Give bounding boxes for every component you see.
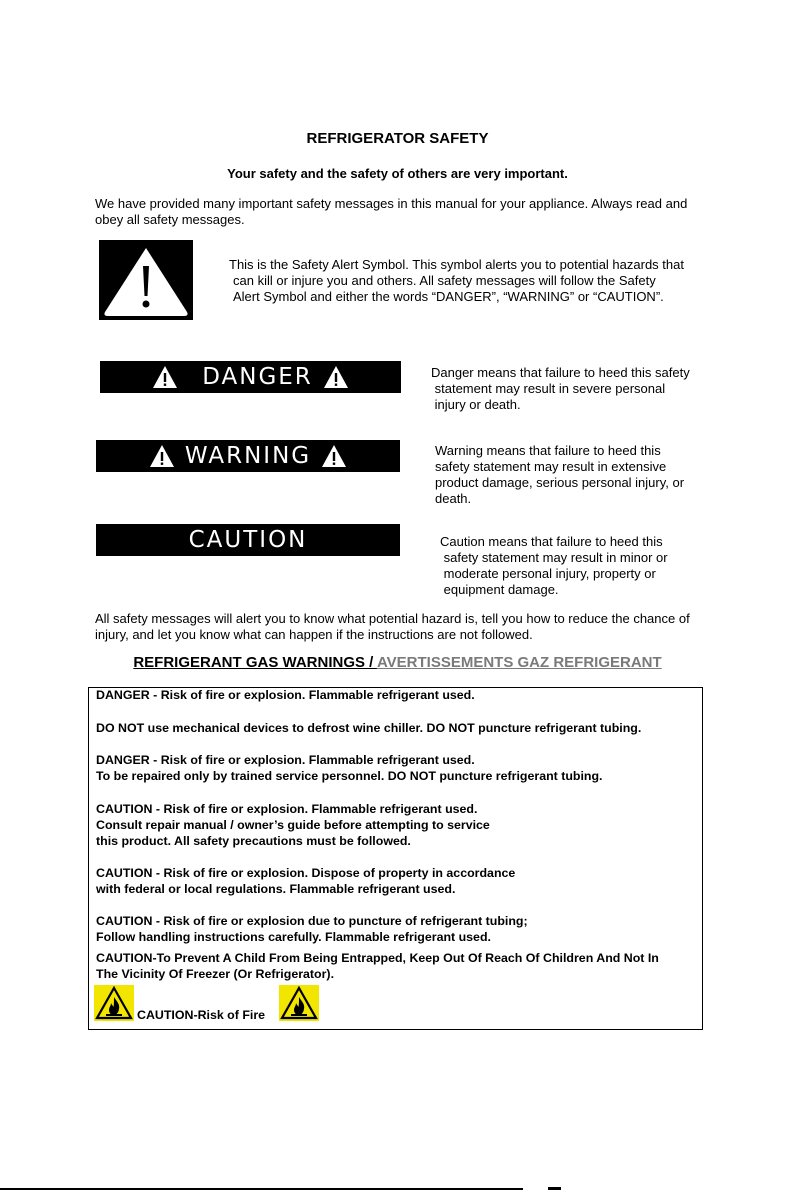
intro-paragraph: We have provided many important safety messages in this manual for your appliance. Always read and obey all safety messages. xyxy=(95,196,688,227)
flammable-warning-icon xyxy=(279,985,319,1021)
gas-warning-line: CAUTION - Risk of fire or explosion. Dispose of property in accordance xyxy=(96,866,516,880)
closing-paragraph: All safety messages will alert you to know what potential hazard is, tell you how to reduce the chance of injury, and let you know what can happen if the instructions are not followed. xyxy=(95,611,690,642)
danger-label: DANGER xyxy=(202,364,313,390)
warning-description: Warning means that failure to heed this safety statement may result in extensive product damage, serious personal injury, or death. xyxy=(435,443,685,506)
warning-banner xyxy=(96,440,400,472)
warning-triangle-icon xyxy=(321,444,347,468)
caution-banner xyxy=(96,524,400,556)
gas-warning-line: with federal or local regulations. Flammable refrigerant used. xyxy=(96,882,456,896)
warning-label: WARNING xyxy=(184,443,312,469)
flammable-warning-icon xyxy=(94,985,134,1021)
gas-heading-english: REFRIGERANT GAS WARNINGS / xyxy=(133,654,377,671)
warning-triangle-icon xyxy=(152,365,178,389)
gas-heading-french: AVERTISSEMENTS GAZ REFRIGERANT xyxy=(376,654,662,671)
gas-warning-line: CAUTION - Risk of fire or explosion. Flammable refrigerant used. xyxy=(96,802,478,816)
fire-caution-label: CAUTION-Risk of Fire xyxy=(137,1008,266,1022)
page-subtitle: Your safety and the safety of others are very important. xyxy=(227,166,568,181)
refrigerant-warnings-box xyxy=(88,687,703,1030)
gas-warning-line: CAUTION-To Prevent A Child From Being Entrapped, Keep Out Of Reach Of Children And Not In xyxy=(96,951,659,965)
gas-warning-line: this product. All safety precautions must be followed. xyxy=(96,834,411,848)
warning-triangle-icon xyxy=(323,365,349,389)
refrigerant-gas-heading xyxy=(0,654,795,671)
gas-warning-line: CAUTION - Risk of fire or explosion due to puncture of refrigerant tubing; xyxy=(96,914,528,928)
gas-warning-line: To be repaired only by trained service personnel. DO NOT puncture refrigerant tubing. xyxy=(96,769,603,783)
gas-warning-line: DANGER - Risk of fire or explosion. Flammable refrigerant used. xyxy=(96,753,475,767)
safety-alert-triangle-icon xyxy=(99,240,193,320)
gas-warning-line: Consult repair manual / owner’s guide before attempting to service xyxy=(96,818,490,832)
footer-mark xyxy=(548,1187,561,1190)
caution-label: CAUTION xyxy=(188,527,308,553)
gas-warning-line: DANGER - Risk of fire or explosion. Flammable refrigerant used. xyxy=(96,688,475,702)
footer-rule xyxy=(0,1188,523,1190)
gas-warning-line: DO NOT use mechanical devices to defrost wine chiller. DO NOT puncture refrigerant tubing. xyxy=(96,721,642,735)
danger-description: Danger means that failure to heed this safety statement may result in severe personal injury or death. xyxy=(431,365,690,412)
gas-warning-line: Follow handling instructions carefully. Flammable refrigerant used. xyxy=(96,930,491,944)
caution-description: Caution means that failure to heed this safety statement may result in minor or moderate personal injury, property or equipment damage. xyxy=(440,534,668,597)
warning-triangle-icon xyxy=(149,444,175,468)
danger-banner xyxy=(100,361,401,393)
gas-warning-line: The Vicinity Of Freezer (Or Refrigerator). xyxy=(96,967,335,981)
safety-alert-description: This is the Safety Alert Symbol. This symbol alerts you to potential hazards that can kill or injure you and others. All safety messages will follow the Safety Alert Symbol and either the words “DANGER”, “WARNING” or “CAUTION”. xyxy=(229,257,684,304)
page-title: REFRIGERATOR SAFETY xyxy=(306,130,489,147)
